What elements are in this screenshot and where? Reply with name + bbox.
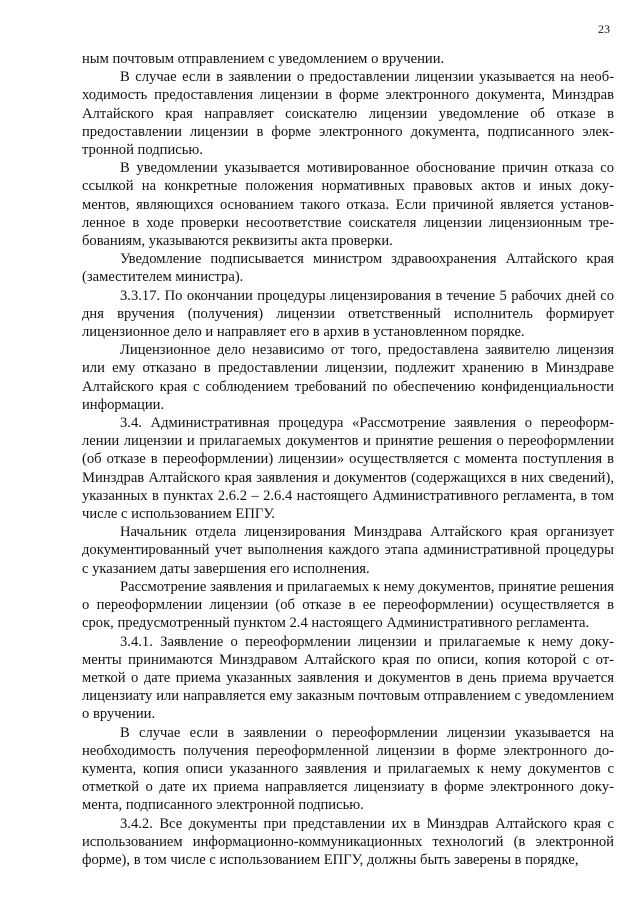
paragraph: 3.4.2. Все документы при представлении их в Минздрав Алтайского края с использованием информационно-коммуникационных технологий (в электронной форме), в том числе с использованием ЕПГУ, должны быть заверены в порядке, — [82, 815, 614, 868]
paragraph: В уведомлении указывается мотивированное обоснование причин отказа со ссылкой на конкретные положения нормативных правовых актов и иных документов, являющихся основанием такого отказа. Если причиной является установленное в ходе проверки несоответствие соискателя лицензии лицензионным требованиям, указываются реквизиты акта проверки. — [82, 160, 614, 250]
paragraph: Начальник отдела лицензирования Минздрава Алтайского края организует документированный учет выполнения каждого этапа административной процедуры с указанием даты завершения его исполнения. — [82, 524, 614, 577]
paragraph: 3.3.17. По окончании процедуры лицензирования в течение 5 рабочих дней со дня вручения (получения) лицензии ответственный исполнитель формирует лицензионное дело и направляет его в архив в установленном порядке. — [82, 287, 614, 341]
paragraph: В случае если в заявлении о переоформлении лицензии указывается на необходимость получения переоформленной лицензии в форме электронного документа, копия описи указанного заявления и прилагаемых к нему документов с отметкой о дате их приема направляется лицензиату в форме электронного документа, подписанного электронной подписью. — [82, 724, 614, 814]
document-body — [82, 50, 614, 869]
paragraph: ным почтовым отправлением с уведомлением о вручении. — [82, 51, 445, 67]
paragraph: Лицензионное дело независимо от того, предоставлена заявителю лицензия или ему отказано в предоставлении лицензии, подлежит хранению в Минздраве Алтайского края с соблюдением требований по обеспечению конфиденциальности информации. — [82, 342, 614, 413]
paragraph: В случае если в заявлении о предоставлении лицензии указывается на необходимость предоставления лицензии в форме электронного документа, Минздрав Алтайского края направляет соискателю лицензии уведомление об отказе в предоставлении лицензии в форме электронного документа, подписанного электронной подписью. — [82, 69, 614, 159]
paragraph: 3.4. Административная процедура «Рассмотрение заявления о переоформлении лицензии и прилагаемых документов и принятие решения о переоформлении (об отказе в переоформлении) лицензии» осуществляется с момента поступления в Минздрав Алтайского края заявления и документов (содержащихся в них сведений), указанных в пунктах 2.6.2 – 2.6.4 настоящего Административного регламента, в том числе с использованием ЕПГУ. — [82, 415, 614, 523]
paragraph: 3.4.1. Заявление о переоформлении лицензии и прилагаемые к нему документы принимаются Минздравом Алтайского края по описи, копия которой с отметкой о дате приема указанных заявления и документов в день приема вручается лицензиату или направляется ему заказным почтовым отправлением с уведомлением о вручении. — [82, 633, 614, 723]
paragraph: Рассмотрение заявления и прилагаемых к нему документов, принятие решения о переоформлении лицензии (об отказе в ее переоформлении) осуществляется в срок, предусмотренный пунктом 2.4 настоящего Административного регламента. — [82, 578, 614, 632]
paragraph: Уведомление подписывается министром здравоохранения Алтайского края (заместителем министра). — [82, 251, 614, 286]
page-number: 23 — [598, 22, 610, 36]
